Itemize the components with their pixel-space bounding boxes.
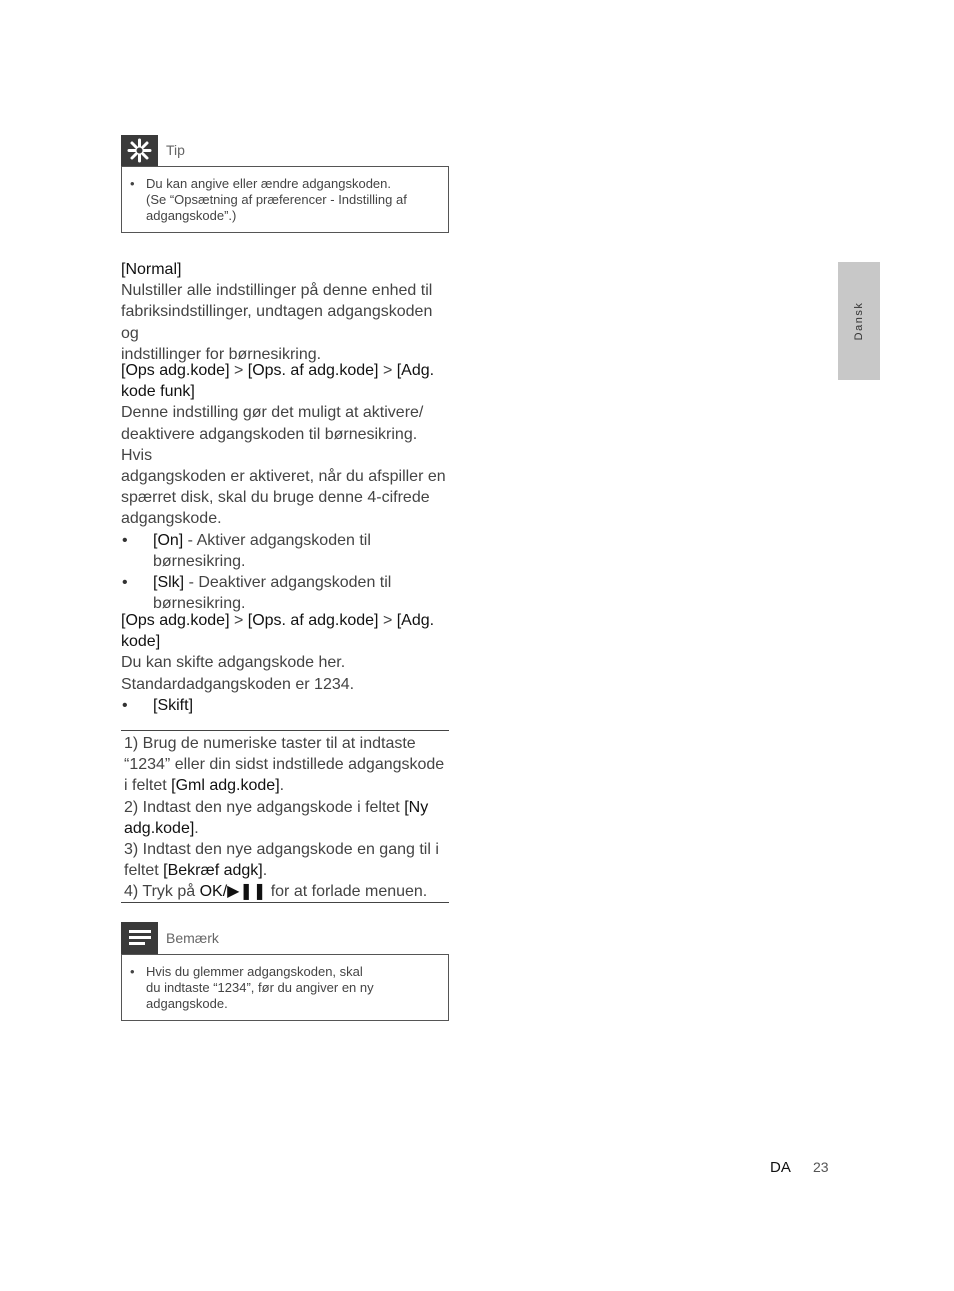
change-code-section: [Ops adg.kode] > [Ops. af adg.kode] > [Adg. kode] Du kan skifte adgangskode her. Standardadgangskoden er 1234. • [Skift]	[121, 610, 451, 716]
asterisk-icon	[121, 135, 158, 166]
option-change: • [Skift]	[121, 695, 451, 716]
note-lines-icon	[121, 922, 158, 954]
steps-box: 1) Brug de numeriske taster til at indtaste “1234” eller din sidst indstillede adgangskode i feltet [Gml adg.kode]. 2) Indtast den nye adgangskode i feltet [Ny adg.kode]. 3) Indtast den nye adgangskode en gang til i feltet [Bekræf adgk]. 4) Tryk på OK/▶❚❚ for at forlade menuen.	[121, 730, 449, 903]
option-off: • [Slk] - Deaktiver adgangskoden til børnesikring.	[121, 572, 451, 614]
change-code-heading: [Ops adg.kode] > [Ops. af adg.kode] > [Adg.	[121, 612, 435, 629]
note-label: Bemærk	[166, 930, 219, 946]
tip-item: • Du kan angive eller ændre adgangskoden. (Se “Opsætning af præferencer - Indstilling af adgangskode”.)	[122, 176, 448, 224]
option-on: • [On] - Aktiver adgangskoden til børnesikring.	[121, 530, 451, 572]
note-box	[121, 954, 449, 1021]
note-item: • Hvis du glemmer adgangskoden, skal du indtaste “1234”, før du angiver en ny adgangskode.	[122, 964, 448, 1012]
tip-box	[121, 166, 449, 233]
footer-language: DA	[770, 1159, 791, 1176]
code-function-heading: [Ops adg.kode] > [Ops. af adg.kode] > [Adg.	[121, 362, 435, 379]
tip-label: Tip	[166, 142, 185, 158]
language-side-tab: Dansk	[838, 262, 880, 380]
normal-heading: [Normal]	[121, 261, 182, 278]
tip-header	[121, 135, 451, 166]
normal-section: [Normal] Nulstiller alle indstillinger på denne enhed til fabriksindstillinger, undtagen adgangskoden og indstillinger for børnesikring.	[121, 259, 451, 365]
page-footer	[770, 1159, 829, 1176]
note-header	[121, 922, 451, 954]
page-number: 23	[813, 1159, 829, 1175]
code-function-section: [Ops adg.kode] > [Ops. af adg.kode] > [Adg. kode funk] Denne indstilling gør det muligt at aktivere/ deaktivere adgangskoden til børnesikring. Hvis adgangskoden er aktiveret, når du afspiller en spærret disk, skal du bruge denne 4-cifrede adgangskode. • [On] - Aktiver adgangskoden til børnesikring. • [Slk] - Deaktiver adgangskoden til børnesikring.	[121, 360, 451, 614]
